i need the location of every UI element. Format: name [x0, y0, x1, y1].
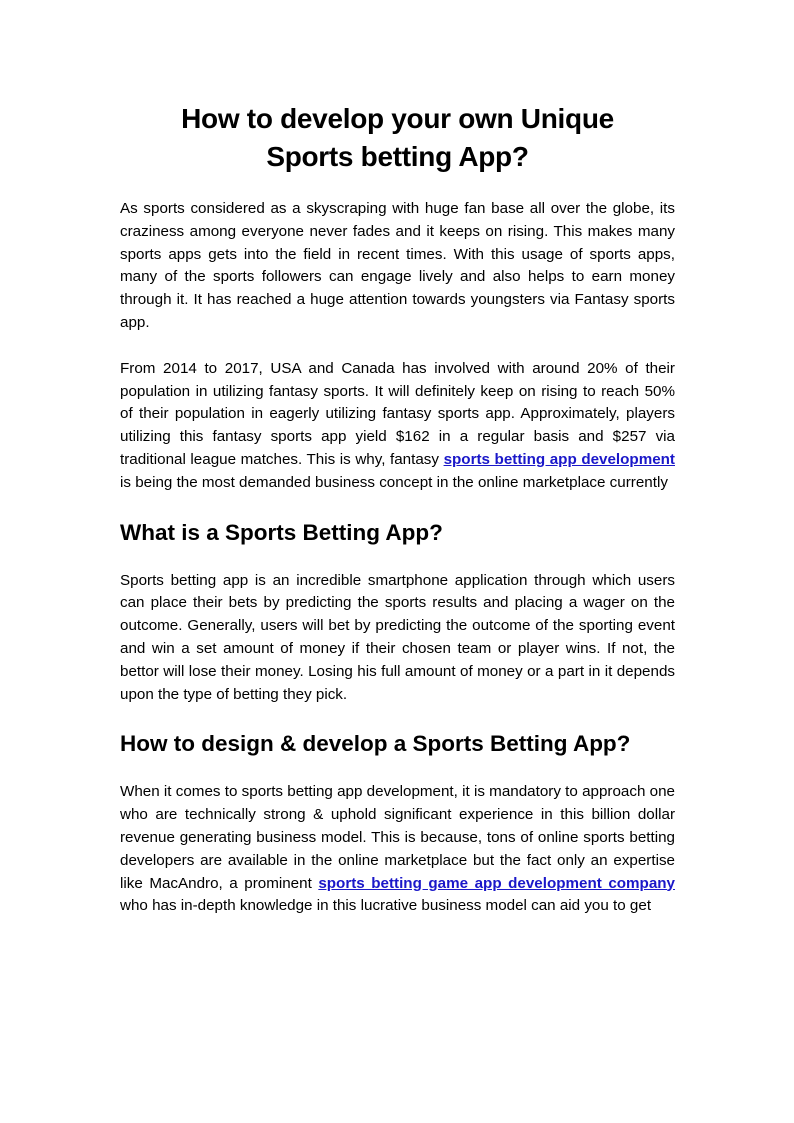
- intro-paragraph-2: [120, 358, 675, 495]
- sports-betting-app-development-link[interactable]: sports betting app development: [443, 450, 675, 468]
- section-how-to-design-text-start: When it comes to sports betting app development, it is mandatory to approach one who are technically strong & uphold significant experience in this billion dollar revenue generating business model. This is because, tons of online sports betting developers are available in the online marketplace but the fact only an expertise like MacAndro, a prominent: [120, 783, 675, 892]
- section-heading-what-is: What is a Sports Betting App?: [120, 519, 443, 545]
- section-heading-how-to-design: How to design & develop a Sports Betting App?: [120, 731, 631, 757]
- intro-paragraph-2-text-start: From 2014 to 2017, USA and Canada has involved with around 20% of their population in utilizing fantasy sports. It will definitely keep on rising to reach 50% of their population in eagerly utilizing fantasy sports app. Approximately, players utilizing this fantasy sports app yield $162 in a regular basis and $257 via traditional league matches. This is why, fantasy: [120, 359, 675, 468]
- section-how-to-design-paragraph: [120, 781, 675, 918]
- intro-paragraph-1: As sports considered as a skyscraping with huge fan base all over the globe, its craziness among everyone never fades and it keeps on rising. This makes many sports apps gets into the field in recent times. With this usage of sports apps, many of the sports followers can engage lively and also helps to earn money through it. It has reached a huge attention towards youngsters via Fantasy sports app.: [120, 200, 675, 331]
- intro-paragraph-2-text-end: is being the most demanded business concept in the online marketplace currently: [120, 473, 668, 491]
- sports-betting-game-app-development-company-link[interactable]: sports betting game app development company: [318, 874, 675, 892]
- page-title: How to develop your own Unique Sports betting App?: [181, 103, 614, 172]
- document-page: [120, 100, 675, 918]
- section-how-to-design-text-end: who has in-depth knowledge in this lucrative business model can aid you to get: [120, 897, 652, 915]
- section-what-is-paragraph: Sports betting app is an incredible smartphone application through which users can place their bets by predicting the sports results and placing a wager on the outcome. Generally, users will bet by predicting the outcome of the sporting event and win a set amount of money if their chosen team or player wins. If not, the bettor will lose their money. Losing his full amount of money or a part in it depends upon the type of betting they pick.: [120, 571, 675, 703]
